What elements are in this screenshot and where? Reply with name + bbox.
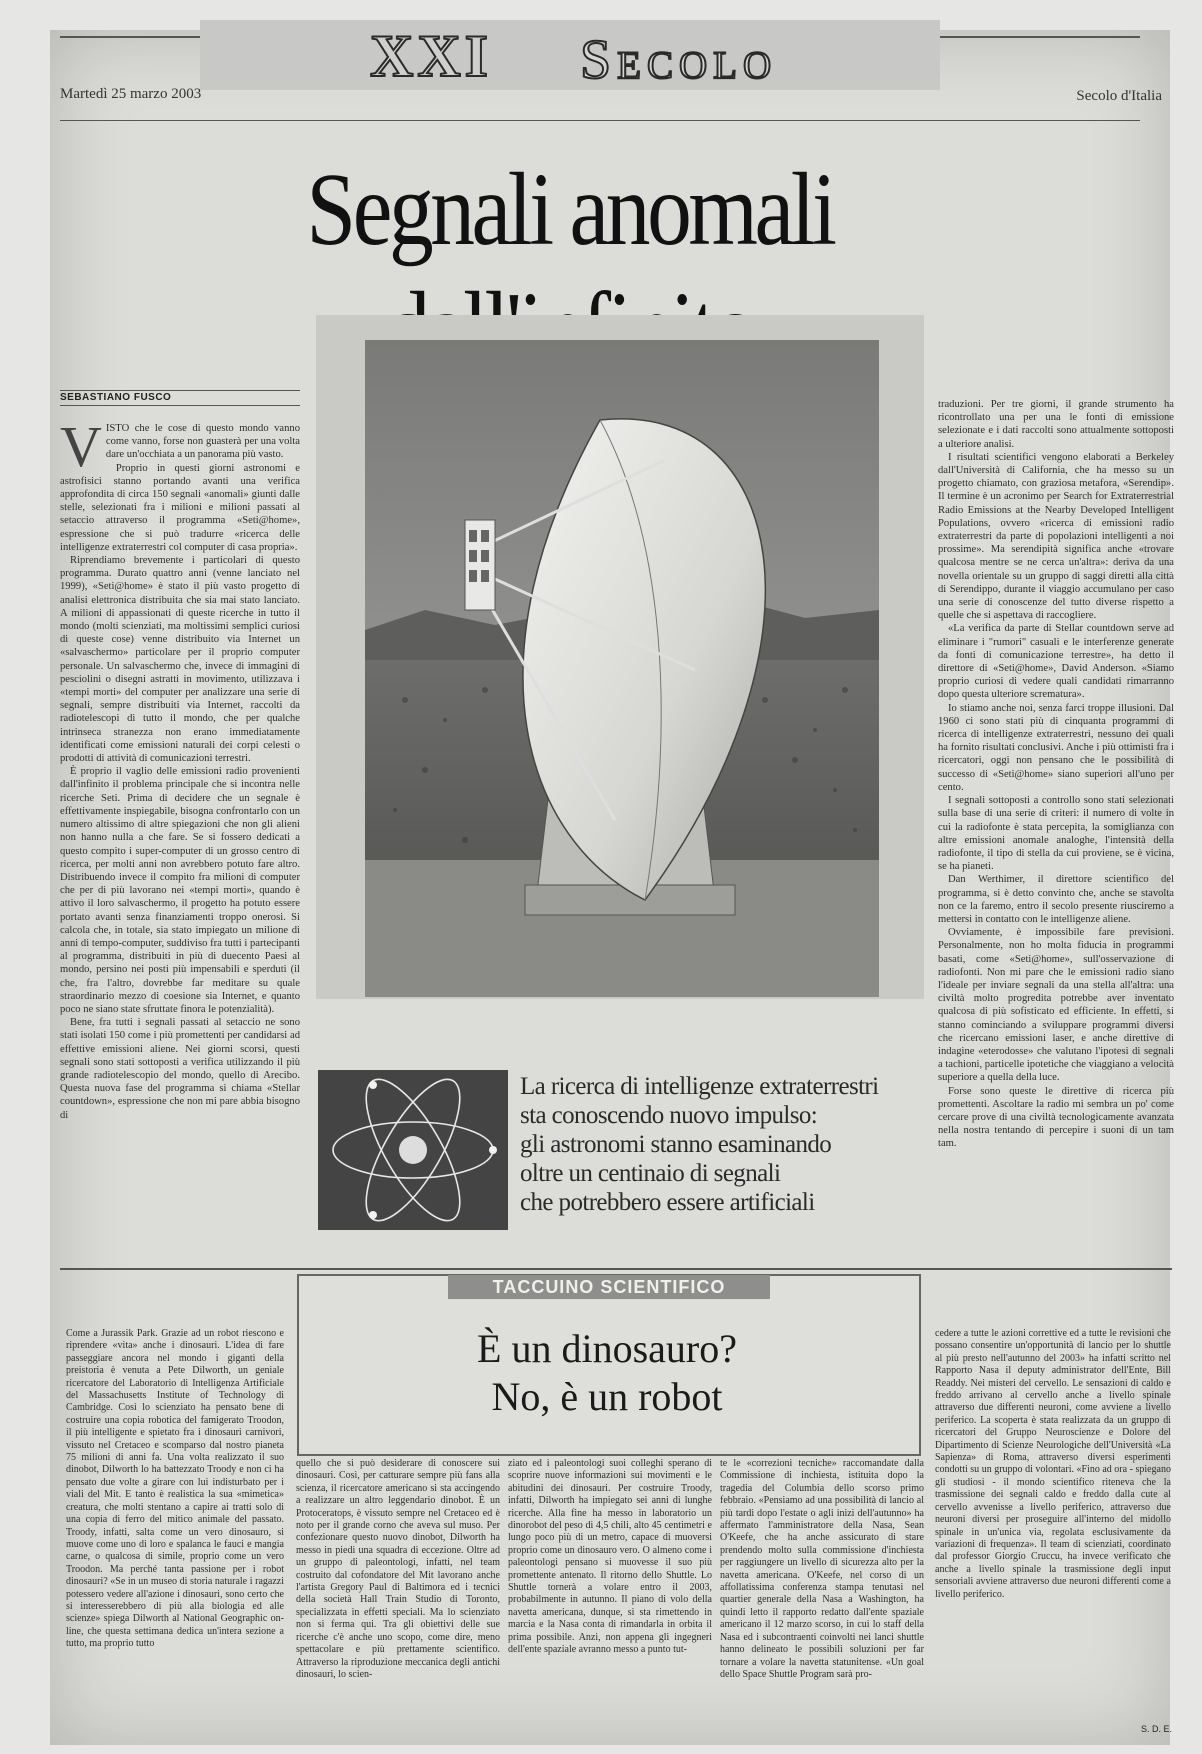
radio-telescope-photo	[365, 340, 879, 997]
taccuino-column-5	[935, 1328, 1171, 1601]
masthead-secolo: Secolo	[580, 29, 778, 91]
paragraph: I segnali sottoposti a controllo sono stati selezionati sulla base di una serie di criteri: il numero di volte in cui la radiofonte è stata percepita, la somiglianza con altre emissioni anomale analoghe, l'intensità della radiofonte, il tipo di stella da cui proviene, se è vicina, se ha pianeti.	[938, 795, 1174, 873]
paragraph: È proprio il vaglio delle emissioni radio provenienti dall'infinito il problema principale che si incontra nelle ricerche Seti. Prima di decidere che un segnale è effettivamente inspiegabile, bisogna confrontarlo con un numero altissimo di altre spiegazioni che non gli alieni non hanno nulla a che fare. Se si fossero dedicati a questo compito i super-computer di un grosso centro di ricerca, per molti anni non avrebbero potuto fare altro. Distribuendo invece il compito fra milioni di computer che per di più lavorano nei «tempi morti», quando è attivo il loro salvaschermo, il progetto ha potuto essere portato avanti senza finanziamenti troppo onerosi. Si calcola che, in totale, sia stato impiegato un milione di anni di tempo-computer, suddiviso fra tutti i partecipanti al programma, distribuiti in più di duecento Paesi al mondo, persino nei posti più impensabili e sperduti (il che, fra l'altro, dovrebbe far meditare su quale straordinario mezzo di coesione sia Internet, e quanto poco ne siano state sfruttate finora le potenzialità).	[60, 766, 300, 1015]
paragraph: ziato ed i paleontologi suoi colleghi sperano di scoprire nuove informazioni sui movimenti e le abitudini dei dinosauri. Per costruire Troody, infatti, Dilworth ha impiegato sei anni di lunghe ricerche. Alla fine ha messo in laboratorio un dinorobot del peso di 4,5 chili, alto 45 centimetri e lungo poco più di un metro, capace di muoversi proprio come un dinosauro vero. O almeno come i paleontologi pensano si muovesse il suo più promettente antenato. Il ritorno dello Shuttle. Lo Shuttle tornerà a volare entro il 2003, probabilmente in autunno. Il piano di volo della navetta americana, dunque, si sta rimettendo in marcia e la Nasa conta di rimandarla in orbita il prima possibile. Anzi, non appena gli ingegneri dell'ente spaziale avranno messo a punto tut-	[508, 1458, 712, 1656]
article-left-column	[60, 414, 300, 1122]
paragraph: Come a Jurassik Park. Grazie ad un robot riescono e riprendere «vita» anche i dinosauri. L'idea di fare passeggiare ancora nel mondo i giganti della preistoria è venuta a Pete Dilworth, un geniale ricercatore del Laboratorio di Intelligenza Artificiale del Massachusetts Institute of Technology di Cambridge. Così lo scienziato ha pensato bene di costruire una copia robotica del famigerato Troodon, il più intelligente e spietato fra i dinosauri carnivori, vissuto nel Cretaceo e scomparso dal nostro pianeta 75 milioni di anni fa. Una volta realizzato il suo dinobot, Dilworth lo ha battezzato Troody e non ci ha pensato due volte a girare con lui indisturbato per i viali del Mit. E tanto è realistica la sua «mimetica» creatura, che molti stentano a capire ai tratti solo di una copia di ferro del mitico animale del passato. Troody, infatti, salta come un vero dinosauro, si muove come uno di loro e spalanca le fauci e mangia carne, o qualcosa di simile, proprio come un vero Troodon. Ma perché tanta passione per i robot dinosauri? «Se in un museo di storia naturale i ragazzi potessero vedere all'azione i dinosauri, sono certo che si interesserebbero di più alla biologia ed alle scienze» spiega Dilworth al National Geographic on-line, che questa settimana dedica un'intera sezione a tutto, ma proprio tutto	[66, 1328, 284, 1650]
pull-quote-line: gli astronomi stanno esaminando	[520, 1131, 832, 1158]
byline-rule	[60, 390, 300, 391]
taccuino-column-3	[508, 1458, 712, 1657]
headline: Segnali anomali	[306, 152, 834, 267]
atom-icon	[318, 1070, 508, 1230]
header-rule	[60, 120, 1140, 121]
paragraph: Bene, fra tutti i segnali passati al setaccio ne sono stati isolati 150 come i più promettenti per candidarsi ad effettive emissioni aliene. Nei giorni scorsi, questi segnali sono stati sottoposti a verifica utilizzando il più grande radiotelescopio del mondo, quello di Arecibo. Questa nuova fase del programma si chiama «Stellar countdown», espressione che non mi pare abbia bisogno di	[60, 1017, 300, 1121]
paragraph: Proprio in questi giorni astronomi e astrofisici stanno portando avanti una verifica approfondita di circa 150 segnali «anomali» giunti dalle stelle, selezionati fra i milioni e milioni passati al setaccio attraverso il programma «Seti@home», espressione che si può tradurre «ricerca delle intelligenze extraterrestri col computer di casa propria».	[60, 462, 300, 553]
signature: S. D. E.	[1140, 1724, 1172, 1734]
taccuino-label: TACCUINO SCIENTIFICO	[448, 1275, 770, 1299]
masthead-xxi: XXI	[370, 23, 493, 89]
paragraph: Forse sono queste le direttive di ricerca più promettenti. Ascoltare la radio mi sembra un po' come cercare prove di una civiltà tecnologicamente avanzata nella nostra tentando di percepire i suoni di un tam tam.	[938, 1085, 1174, 1150]
taccuino-title-line: No, è un robot	[491, 1374, 723, 1419]
paragraph: te le «correzioni tecniche» raccomandate dalla Commissione di inchiesta, istituita dopo la tragedia del Columbia dello scorso primo febbraio. «Pensiamo ad una possibilità di lancio al più tardi dopo l'estate o agli inizi dell'autunno» ha affermato l'amministratore della Nasa, Sean O'Keefe, che ha anche assicurato di stare prendendo molto sulla commissione d'inchiesta per raggiungere un livello di sicurezza alto per la navetta americana. O'Keefe, nel corso di un affollatissima conferenza stampa tenutasi nel quartier generale della Nasa a Washington, ha quindi letto il rapporto redatto dall'ente spaziale americano il 12 marzo scorso, in cui lo staff della Nasa ed i subcontraenti coinvolti nei lanci shuttle hanno delineato le possibili soluzioni per far tornare a volare la navetta statunitense. «Un goal dello Space Shuttle Program sarà pro-	[720, 1458, 924, 1680]
taccuino-title	[300, 1325, 914, 1421]
paragraph: ISTO che le cose di questo mondo vanno come vanno, forse non guasterà per una volta dare un'occhiata a un panorama più vasto.	[105, 423, 300, 461]
paragraph: traduzioni. Per tre giorni, il grande strumento ha ricontrollato una per una le fonti di emissione selezionate e i dati raccolti sono attualmente sottoposti a ulteriore analisi.	[938, 399, 1174, 450]
taccuino-column-1	[66, 1328, 284, 1651]
paper-name: Secolo d'Italia	[1076, 88, 1162, 104]
pull-quote	[520, 1072, 940, 1217]
byline: SEBASTIANO FUSCO	[60, 392, 300, 406]
pull-quote-line: sta conoscendo nuovo impulso:	[520, 1102, 818, 1129]
masthead-band	[200, 20, 940, 90]
paragraph: quello che si può desiderare di conoscere sui dinosauri. Così, per catturare sempre più fans alla scienza, il ricercatore americano si sta accingendo a realizzare un altro leggendario dinobot. È un Protoceratops, è vissuto sempre nel Cretaceo ed è noto per il grande corno che aveva sul muso. Per confezionare questo nuovo dinobot, Dilworth ha messo in piedi una squadra di eccezione. Oltre ad un gruppo di paleontologi, infatti, nel team costruito dal cofondatore del Mit lavorano anche l'artista Gregory Paul di Baltimora ed i tecnici della società Hall Train Studio di Toronto, specializzata in effetti speciali. Ma lo scienziato non si ferma qui. Tra gli obiettivi delle sue ricerche c'è anche uno scopo, come dire, meno spettacolare e più prettamente scientifico. Attraverso la riproduzione meccanica degli antichi dinosauri, lo scien-	[296, 1458, 500, 1680]
dateline: Martedì 25 marzo 2003	[60, 86, 202, 102]
dropcap: V	[60, 414, 102, 479]
paragraph: «La verifica da parte di Stellar countdown serve ad eliminare i "rumori" casuali e le interferenze generate da fonti di comunicazione terrestre», ha detto il direttore di «Seti@home», David Anderson. «Siamo proprio curiosi di vedere quali candidati rimarranno dopo questa ulteriore scrematura».	[938, 623, 1174, 701]
taccuino-column-2	[296, 1458, 500, 1681]
article-right-column	[938, 398, 1174, 1151]
paragraph: Io stiamo anche noi, senza farci troppe illusioni. Dal 1960 ci sono stati più di cinquanta programmi di ricerca di intelligenze extraterrestri, nessuno dei quali ha fornito risultati conclusivi. Anche i più ottimisti fra i ricercatori, oggi non pensano che le possibilità di successo di «Seti@home» siano superiori all'uno per cento.	[938, 702, 1174, 793]
paragraph: Ovviamente, è impossibile fare previsioni. Personalmente, non ho molta fiducia in programmi basati, come «Seti@home», sull'osservazione di radiofonti. Non mi pare che le emissioni radio siano l'ideale per inviare segnali da una stella all'altra: una civiltà molto progredita potrebbe aver inventato qualcosa di più sofisticato ed efficiente. In effetti, si stanno cominciando a sviluppare programmi diversi che ricercano emissioni laser, e anche direttive di indagine «eterodosse» che valutano l'ipotesi di segnali a tachioni, particelle ipotetiche che viaggiano a velocità superiore a quella della luce.	[938, 927, 1174, 1084]
pull-quote-line: oltre un centinaio di segnali	[520, 1160, 781, 1187]
section-rule	[60, 1268, 1172, 1270]
paragraph: I risultati scientifici vengono elaborati a Berkeley dall'Università di California, che ha messo su un progetto chiamato, con graziosa metafora, «Serendip». Il termine è un acronimo per Search for Extraterrestrial Radio Emissions at the Nearby Developed Intelligent Populations, ovvero «ricerca di emissioni radio extraterrestri da parte di popolazioni intelligenti a noi prossime». Ma serendipità significa anche «trovare qualcosa mentre se ne cerca un'altra»: deriva da una novella orientale su un gruppo di saggi diretti alla città di Serendippo, durante il viaggio accumulano per caso una serie di conoscenze del tutto diverse rispetto a quelle che si aspettava di raccogliere.	[938, 451, 1174, 622]
paragraph: cedere a tutte le azioni correttive ed a tutte le revisioni che possano consentire un'opportunità di lancio per lo shuttle al più presto nell'autunno del 2003» ha infatti scritto nel Rapporto Nasa il deputy administrator dell'Ente, Bill Readdy. Nei misteri del cervello. Le sensazioni di caldo e freddo arrivano al cervello anche a livello spinale attraverso due differenti neuroni, come avviene a livello periferico. La scoperta è stata realizzata da un gruppo di ricercatori del Gruppo Neuroscienze e Dolore del Dipartimento di Scienze Neurologiche dell'Università «La Sapienza» di Roma, attraverso diversi esperimenti condotti su un gruppo di volontari. «Fino ad ora - spiegano gli studiosi - il mondo scientifico riteneva che la trasmissione dei segnali caldo e freddo dalla cute al cervello avvenisse a livello periferico, attraverso due neuroni diversi per proseguire all'interno del midollo spinale in un'unica via, regolata esclusivamente da variazioni di frequenza». Il team di scienziati, coordinato dal professor Giorgio Cruccu, ha invece verificato che anche a livello spinale la trasmissione degli input sensoriali avviene attraverso due neuroni differenti come a livello periferico.	[935, 1328, 1171, 1600]
paragraph: Dan Werthimer, il direttore scientifico del programma, si è detto convinto che, anche se stavolta non ce la faremo, entro il secolo presente riusciremo a mettersi in contatto con le intelligenze aliene.	[938, 874, 1174, 925]
pull-quote-line: che potrebbero essere artificiali	[520, 1189, 815, 1216]
pull-quote-line: La ricerca di intelligenze extraterrestri	[520, 1073, 879, 1100]
taccuino-title-line: È un dinosauro?	[477, 1326, 737, 1371]
taccuino-column-4	[720, 1458, 924, 1681]
paragraph: Riprendiamo brevemente i particolari di questo programma. Durato quattro anni (venne lanciato nel 1999), «Seti@home» è stato il più vasto progetto di analisi elettronica distribuita che sia mai stato lanciato. A milioni di appassionati di queste ricerche in tutto il mondo (molti scienziati, ma moltissimi semplici curiosi di queste cose) venne distribuito via Internet un «salvaschermo» particolare per il proprio computer personale. Un salvaschermo che, invece di immagini di pesciolini o disegni astratti in movimento, utilizzava i «tempi morti» del computer per analizzare una serie di segnali, sempre distribuiti via Internet, raccolti da radiotelescopi di tutto il mondo, che per qualche intrinseca stranezza non erano immediatamente identificati come emissioni naturali dei corpi celesti o prodotti di attività di comunicazioni terrestri.	[60, 555, 300, 765]
